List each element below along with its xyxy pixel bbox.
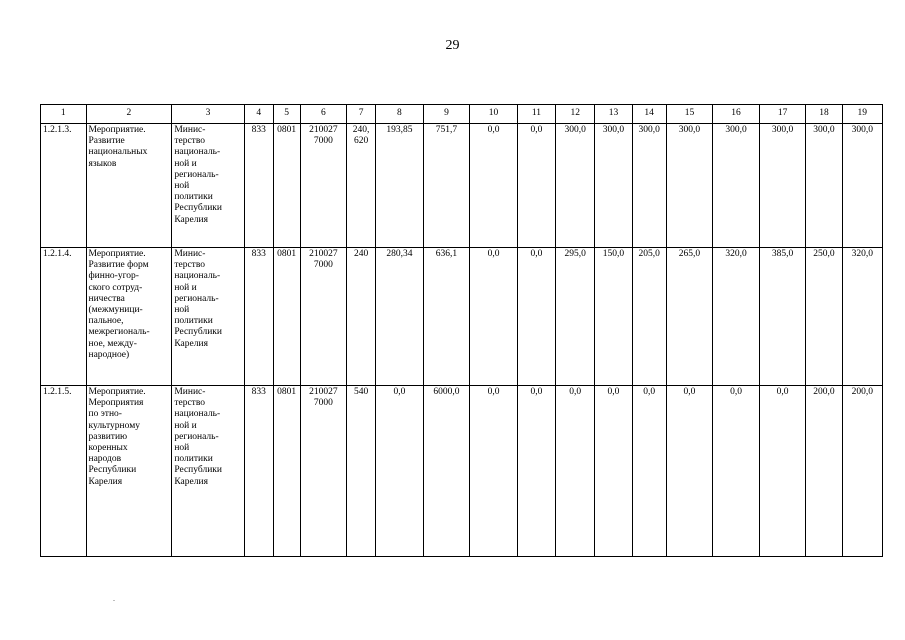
value-cell: 300,0: [713, 124, 760, 248]
column-header: 15: [666, 105, 713, 124]
column-header: 11: [517, 105, 555, 124]
responsible-executor-cell: Минис- терство националь- ной и региональ- ной политики Республики Карелия: [172, 124, 244, 248]
column-header: 19: [842, 105, 882, 124]
grbs-code-cell: 833: [244, 124, 273, 248]
item-number-cell: 1.2.1.5.: [41, 386, 87, 557]
value-cell: 150,0: [595, 248, 632, 386]
column-header: 5: [273, 105, 300, 124]
value-cell: 320,0: [842, 248, 882, 386]
budget-table: [40, 104, 883, 557]
table-body: [41, 105, 883, 557]
section-code-cell: 0801: [273, 248, 300, 386]
grbs-code-cell: 833: [244, 386, 273, 557]
value-cell: 0,0: [470, 386, 518, 557]
value-cell: 200,0: [842, 386, 882, 557]
column-header: 16: [713, 105, 760, 124]
value-cell: 300,0: [556, 124, 595, 248]
value-cell: 0,0: [470, 124, 518, 248]
value-cell: 265,0: [666, 248, 713, 386]
value-cell: 320,0: [713, 248, 760, 386]
target-item-code-cell: 210027 7000: [300, 386, 347, 557]
column-header: 1: [41, 105, 87, 124]
grbs-code-cell: 833: [244, 248, 273, 386]
item-number-cell: 1.2.1.3.: [41, 124, 87, 248]
expense-type-cell: 240, 620: [347, 124, 376, 248]
value-cell: 0,0: [556, 386, 595, 557]
value-cell: 385,0: [759, 248, 806, 386]
value-cell: 300,0: [595, 124, 632, 248]
column-header: 4: [244, 105, 273, 124]
responsible-executor-cell: Минис- терство националь- ной и региональ- ной политики Республики Карелия: [172, 248, 244, 386]
column-header: 14: [632, 105, 666, 124]
expense-type-cell: 240: [347, 248, 376, 386]
expense-type-cell: 540: [347, 386, 376, 557]
value-cell: 200,0: [806, 386, 842, 557]
value-cell: 193,85: [376, 124, 424, 248]
column-header: 10: [470, 105, 518, 124]
table-row: [41, 248, 883, 386]
value-cell: 751,7: [423, 124, 470, 248]
column-header: 3: [172, 105, 244, 124]
column-header: 2: [86, 105, 172, 124]
column-header: 13: [595, 105, 632, 124]
target-item-code-cell: 210027 7000: [300, 124, 347, 248]
value-cell: 0,0: [632, 386, 666, 557]
value-cell: 300,0: [759, 124, 806, 248]
value-cell: 300,0: [666, 124, 713, 248]
section-code-cell: 0801: [273, 386, 300, 557]
value-cell: 636,1: [423, 248, 470, 386]
value-cell: 295,0: [556, 248, 595, 386]
value-cell: 6000,0: [423, 386, 470, 557]
measure-name-cell: Мероприятие. Развитие форм финно-угор- ского сотруд- ничества (межмуници- пальное, межрегиональ- ное, между- народное): [86, 248, 172, 386]
column-header: 6: [300, 105, 347, 124]
value-cell: 300,0: [632, 124, 666, 248]
item-number-cell: 1.2.1.4.: [41, 248, 87, 386]
table-row: [41, 124, 883, 248]
value-cell: 0,0: [517, 248, 555, 386]
value-cell: 0,0: [666, 386, 713, 557]
responsible-executor-cell: Минис- терство националь- ной и региональ- ной политики Республики Карелия: [172, 386, 244, 557]
value-cell: 0,0: [759, 386, 806, 557]
footer-mark: .: [113, 594, 115, 603]
page-number: 29: [445, 38, 460, 53]
value-cell: 0,0: [713, 386, 760, 557]
column-header: 17: [759, 105, 806, 124]
value-cell: 250,0: [806, 248, 842, 386]
value-cell: 300,0: [842, 124, 882, 248]
column-number-row: [41, 105, 883, 124]
target-item-code-cell: 210027 7000: [300, 248, 347, 386]
value-cell: 0,0: [595, 386, 632, 557]
measure-name-cell: Мероприятие. Развитие национальных языков: [86, 124, 172, 248]
value-cell: 0,0: [376, 386, 424, 557]
value-cell: 205,0: [632, 248, 666, 386]
value-cell: 300,0: [806, 124, 842, 248]
value-cell: 0,0: [517, 386, 555, 557]
column-header: 7: [347, 105, 376, 124]
measure-name-cell: Мероприятие. Мероприятия по этно- культурному развитию коренных народов Республики Карелия: [86, 386, 172, 557]
column-header: 8: [376, 105, 424, 124]
table-row: [41, 386, 883, 557]
value-cell: 0,0: [470, 248, 518, 386]
column-header: 9: [423, 105, 470, 124]
value-cell: 0,0: [517, 124, 555, 248]
section-code-cell: 0801: [273, 124, 300, 248]
column-header: 12: [556, 105, 595, 124]
value-cell: 280,34: [376, 248, 424, 386]
column-header: 18: [806, 105, 842, 124]
